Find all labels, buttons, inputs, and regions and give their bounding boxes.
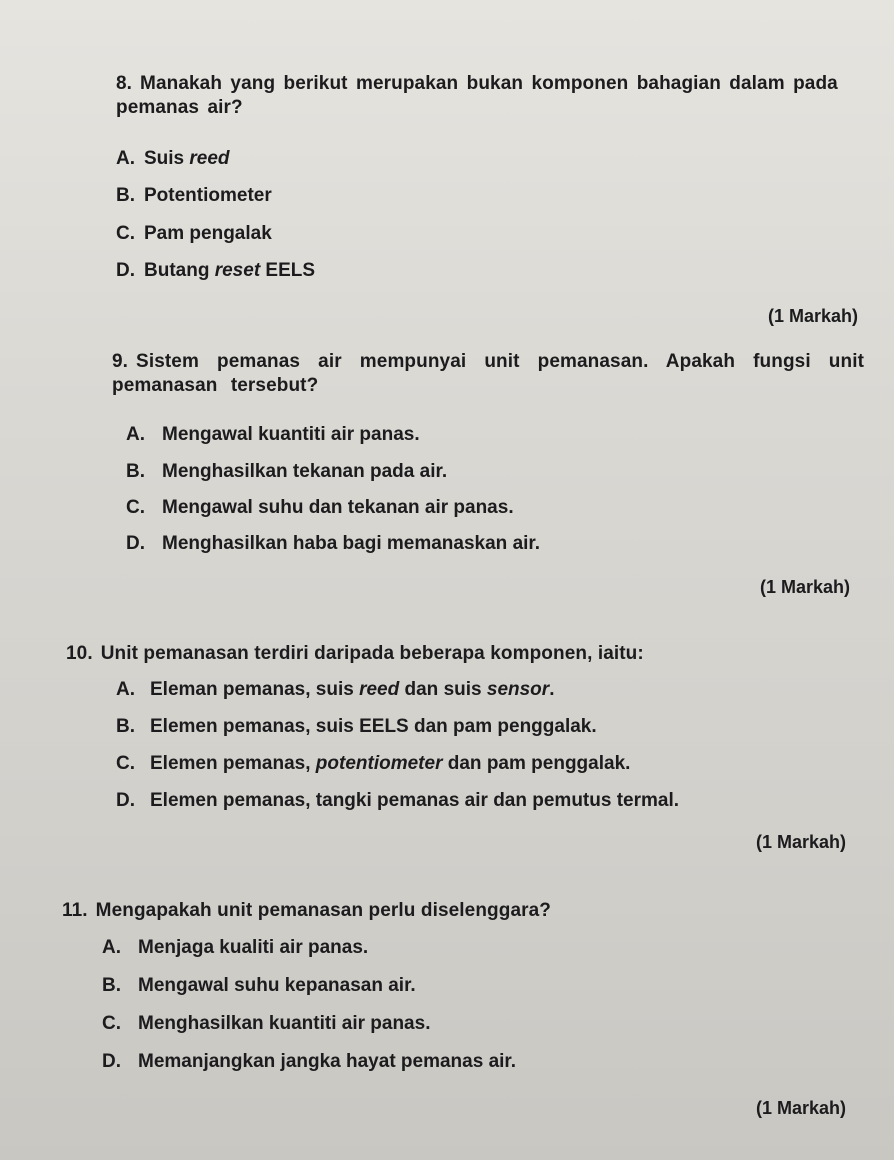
option-letter: D. [116, 790, 135, 811]
option-b [126, 461, 447, 483]
option-a [126, 424, 420, 446]
option-d [116, 260, 315, 282]
option-text: Menghasilkan haba bagi memanaskan air. [162, 533, 541, 554]
option-letter: D. [102, 1051, 121, 1072]
option-a [116, 679, 554, 701]
marks-label: (1 Markah) [760, 577, 851, 597]
option-letter: C. [116, 753, 135, 774]
question-text: Sistem pemanas air mempunyai unit pemanasan. Apakah fungsi unit pemanasan tersebut? [112, 351, 864, 396]
option-text: Mengawal kuantiti air panas. [162, 424, 420, 445]
option-c [102, 1013, 430, 1035]
option-letter: D. [126, 533, 145, 554]
option-letter: C. [102, 1013, 121, 1034]
option-letter: C. [126, 497, 145, 518]
marks-label: (1 Markah) [768, 306, 859, 326]
option-text: Elemen pemanas, suis EELS dan pam penggalak. [150, 716, 597, 737]
option-a [116, 148, 230, 170]
question-text: Unit pemanasan terdiri daripada beberapa komponen, iaitu: [100, 643, 644, 664]
option-letter: D. [116, 260, 135, 281]
option-text: Mengawal suhu dan tekanan air panas. [162, 497, 514, 518]
option-b [116, 185, 272, 207]
option-letter: A. [102, 937, 121, 958]
option-letter: B. [102, 975, 121, 996]
option-letter: A. [126, 424, 145, 445]
option-letter: B. [116, 185, 135, 206]
option-letter: B. [126, 461, 145, 482]
option-text: Potentiometer [144, 185, 272, 206]
option-letter: B. [116, 716, 135, 737]
question-number: 9. [112, 351, 129, 372]
question-text: Manakah yang berikut merupakan bukan komponen bahagian dalam pada pemanas air? [116, 73, 838, 118]
option-b [102, 975, 416, 997]
option-c [116, 223, 272, 245]
option-d [102, 1051, 516, 1073]
option-d [116, 790, 679, 812]
option-text: Suis reed [144, 148, 230, 169]
question-number: 8. [116, 73, 133, 94]
option-letter: A. [116, 679, 135, 700]
option-b [116, 716, 597, 738]
option-d [126, 533, 540, 555]
option-text: Elemen pemanas, potentiometer dan pam penggalak. [150, 753, 631, 774]
option-text: Memanjangkan jangka hayat pemanas air. [138, 1051, 517, 1072]
option-text: Eleman pemanas, suis reed dan suis sensor. [150, 679, 555, 700]
question-number: 10. [66, 643, 93, 664]
question-8-stem [116, 72, 856, 120]
option-a [102, 937, 368, 959]
option-c [116, 753, 630, 775]
question-10-stem [66, 642, 856, 666]
option-text: Butang reset EELS [144, 260, 316, 281]
question-11-stem [62, 899, 852, 923]
option-letter: A. [116, 148, 135, 169]
option-c [126, 497, 514, 519]
option-letter: C. [116, 223, 135, 244]
question-text: Mengapakah unit pemanasan perlu diselenggara? [95, 900, 552, 921]
marks-label: (1 Markah) [756, 1098, 847, 1118]
question-number: 11. [62, 900, 88, 921]
option-text: Pam pengalak [144, 223, 272, 244]
marks-label: (1 Markah) [756, 832, 847, 852]
option-text: Menghasilkan kuantiti air panas. [138, 1013, 431, 1034]
option-text: Menjaga kualiti air panas. [138, 937, 369, 958]
option-text: Menghasilkan tekanan pada air. [162, 461, 448, 482]
option-text: Mengawal suhu kepanasan air. [138, 975, 416, 996]
option-text: Elemen pemanas, tangki pemanas air dan pemutus termal. [150, 790, 680, 811]
question-9-stem [112, 350, 864, 398]
